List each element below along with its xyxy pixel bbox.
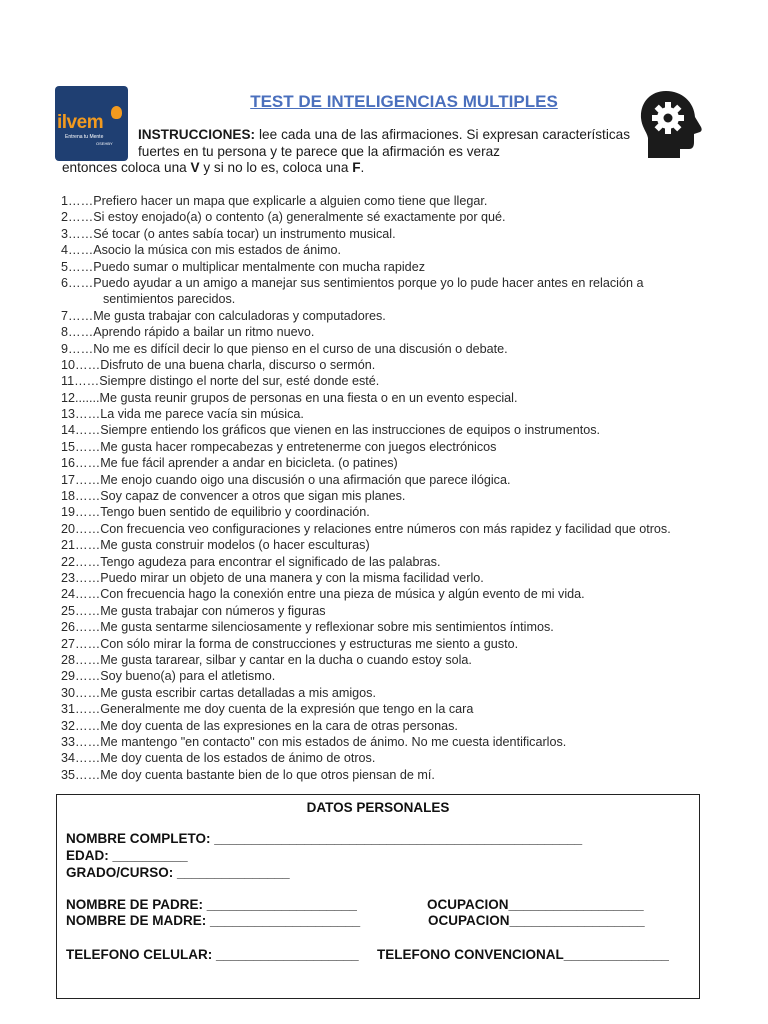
statement-item: 32……Me doy cuenta de las expresiones en la cara de otras personas.	[61, 718, 458, 733]
statement-item: 10……Disfruto de una buena charla, discurso o sermón.	[61, 357, 376, 372]
mother-name-field[interactable]: NOMBRE DE MADRE: ____________________	[66, 913, 361, 928]
logo-tagline: Entrena tu Mente	[65, 134, 104, 140]
instructions	[138, 127, 630, 160]
instructions-label: INSTRUCCIONES:	[138, 127, 256, 142]
statement-item: 30……Me gusta escribir cartas detalladas a mis amigos.	[61, 685, 376, 700]
statement-item: 29……Soy bueno(a) para el atletismo.	[61, 669, 276, 684]
grade-field[interactable]: GRADO/CURSO: _______________	[66, 865, 290, 880]
statement-item: 35……Me doy cuenta bastante bien de lo que otros piensan de mí.	[61, 767, 435, 782]
form-title: DATOS PERSONALES	[306, 800, 450, 815]
statement-item: 5……Puedo sumar o multiplicar mentalmente con mucha rapidez	[61, 259, 425, 274]
age-field[interactable]: EDAD: __________	[66, 848, 188, 863]
statement-continuation: sentimientos parecidos.	[103, 292, 236, 307]
instructions-last-line	[62, 160, 364, 177]
statement-item: 27……Con sólo mirar la forma de construcciones y estructuras me siento a gusto.	[61, 636, 519, 651]
statement-item	[61, 275, 751, 308]
instructions-text-a: entonces coloca una	[62, 160, 191, 175]
landline-field[interactable]: TELEFONO CONVENCIONAL______________	[377, 947, 669, 962]
statement-item: 9……No me es difícil decir lo que pienso en el curso de una discusión o debate.	[61, 341, 508, 356]
logo-subtext: OSEHBY	[96, 141, 113, 146]
father-occupation-field[interactable]: OCUPACION__________________	[427, 897, 644, 912]
father-name-field[interactable]: NOMBRE DE PADRE: ____________________	[66, 897, 357, 912]
full-name-field[interactable]: NOMBRE COMPLETO: _________________________________________________	[66, 831, 583, 846]
logo-wordmark: ilvem	[57, 112, 104, 133]
statement-item: 20……Con frecuencia veo configuraciones y relaciones entre números con más rapidez y facilidad que otros.	[61, 521, 671, 536]
statement-item: 24……Con frecuencia hago la conexión entre una pieza de música y algún evento de mi vida.	[61, 587, 585, 602]
mother-occupation-field[interactable]: OCUPACION__________________	[428, 913, 645, 928]
statement-item: 23……Puedo mirar un objeto de una manera y con la misma facilidad verlo.	[61, 571, 484, 585]
instructions-text-b: y si no lo es, coloca una	[199, 160, 353, 175]
statement-item: 28……Me gusta tararear, silbar y cantar en la ducha o cuando estoy sola.	[61, 652, 472, 667]
statement-item: 34……Me doy cuenta de los estados de ánimo de otros.	[61, 751, 376, 766]
statement-item: 4……Asocio la música con mis estados de ánimo.	[61, 243, 341, 258]
false-letter: F	[352, 160, 361, 175]
statement-item: 16……Me fue fácil aprender a andar en bicicleta. (o patines)	[61, 456, 398, 471]
statement-item: 26……Me gusta sentarme silenciosamente y reflexionar sobre mis sentimientos íntimos.	[61, 620, 554, 635]
statement-item: 14……Siempre entiendo los gráficos que vienen en las instrucciones de equipos o instrumentos.	[61, 423, 601, 438]
statement-item: 17……Me enojo cuando oigo una discusión o una afirmación que parece ilógica.	[61, 472, 511, 487]
statement-text: 6……Puedo ayudar a un amigo a manejar sus sentimientos porque yo lo pude hacer antes en relación a	[61, 275, 644, 290]
true-letter: V	[190, 160, 200, 175]
statement-item: 12.......Me gusta reunir grupos de personas en una fiesta o en un evento especial.	[61, 390, 518, 405]
instructions-text-c: .	[360, 160, 365, 175]
statement-item: 11……Siempre distingo el norte del sur, esté donde esté.	[61, 374, 380, 389]
statement-item: 15……Me gusta hacer rompecabezas y entretenerme con juegos electrónicos	[61, 439, 497, 454]
statement-item: 22……Tengo agudeza para encontrar el significado de las palabras.	[61, 554, 441, 569]
statement-item: 1……Prefiero hacer un mapa que explicarle a alguien como tiene que llegar.	[61, 194, 488, 208]
statement-item: 7……Me gusta trabajar con calculadoras y computadores.	[61, 308, 386, 323]
statement-item: 25……Me gusta trabajar con números y figuras	[61, 603, 326, 618]
statement-item: 2……Si estoy enojado(a) o contento (a) generalmente sé exactamente por qué.	[61, 210, 506, 225]
statement-item: 18……Soy capaz de convencer a otros que sigan mis planes.	[61, 489, 406, 504]
statement-list	[61, 193, 751, 783]
statement-item: 31……Generalmente me doy cuenta de la expresión que tengo en la cara	[61, 702, 474, 717]
statement-item: 19……Tengo buen sentido de equilibrio y coordinación.	[61, 505, 370, 520]
statement-item: 8……Aprendo rápido a bailar un ritmo nuevo.	[61, 325, 315, 340]
statement-item: 33……Me mantengo "en contacto" con mis estados de ánimo. No me cuesta identificarlos.	[61, 734, 567, 749]
personal-data-form	[56, 794, 700, 999]
instructions-body: lee cada una de las afirmaciones. Si expresan características fuertes en tu persona y te parece que la afirmación es veraz	[138, 127, 630, 159]
statement-item: 3……Sé tocar (o antes sabía tocar) un instrumento musical.	[61, 226, 396, 241]
cell-phone-field[interactable]: TELEFONO CELULAR: ___________________	[66, 947, 359, 962]
page-title: TEST DE INTELIGENCIAS MULTIPLES	[250, 92, 558, 111]
statement-item: 13……La vida me parece vacía sin música.	[61, 407, 304, 422]
statement-item: 21……Me gusta construir modelos (o hacer esculturas)	[61, 538, 370, 553]
